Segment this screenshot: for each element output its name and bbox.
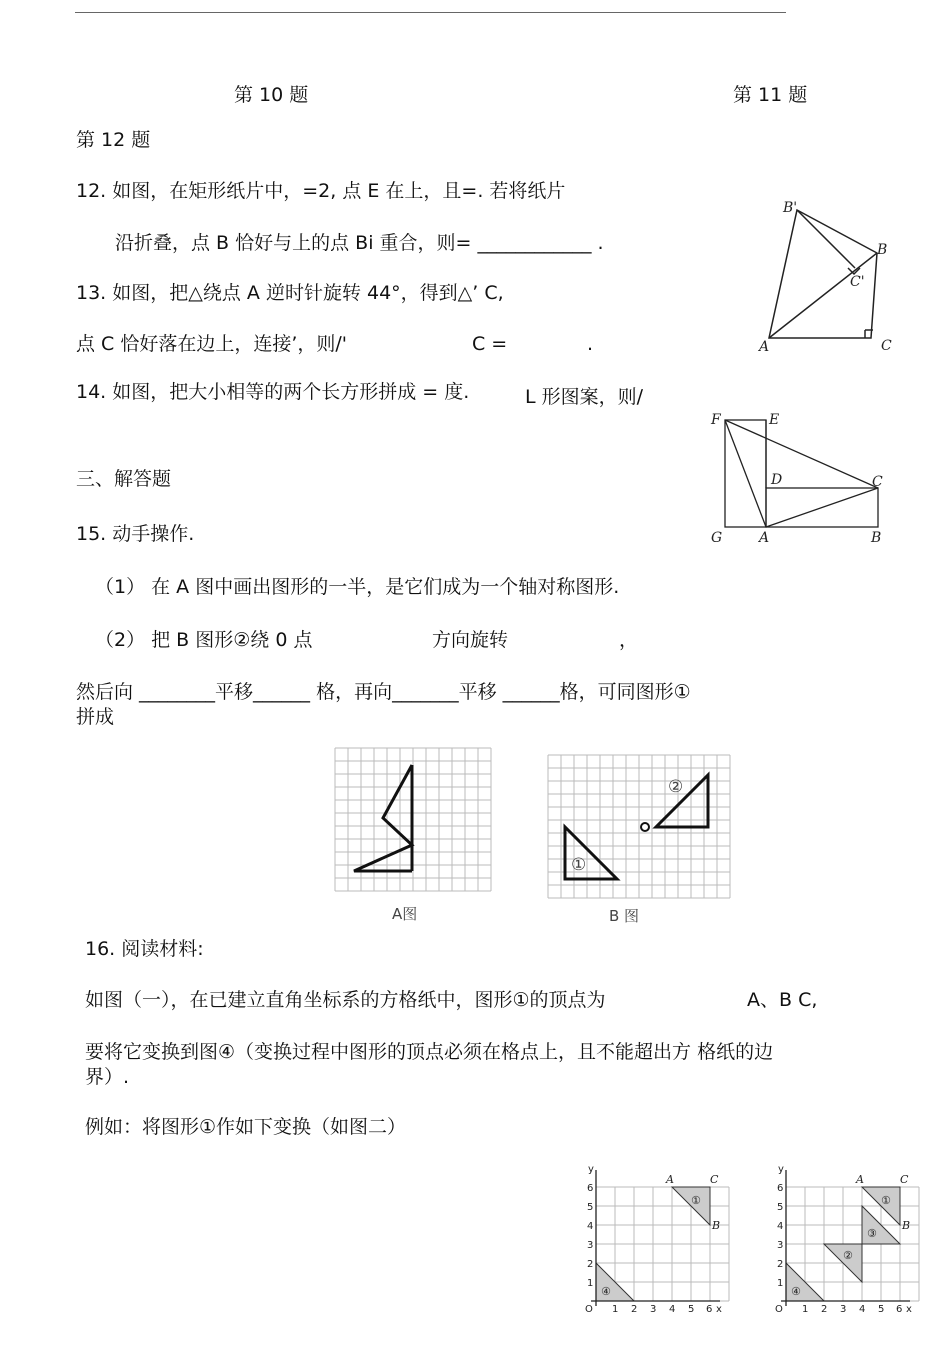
section-title: 三、解答题 xyxy=(76,468,172,490)
q16-line1: 如图（一），在已建立直角坐标系的方格纸中，图形①的顶点为 xyxy=(85,989,606,1011)
q11-label: 第 11 题 xyxy=(733,84,808,106)
grid-a-shape xyxy=(354,765,412,871)
q13-c: C = xyxy=(472,333,508,355)
y-tick: 3 xyxy=(587,1240,594,1251)
q14-part2: L 形图案，则∕ xyxy=(525,386,644,408)
origin-label: O xyxy=(775,1304,783,1315)
x-tick: 4 xyxy=(669,1304,676,1315)
q15-item2a: （2） 把 B 图形②绕 0 点 xyxy=(95,629,313,651)
q13-dot: . xyxy=(587,333,594,355)
y-tick: 5 xyxy=(587,1202,594,1213)
label-e: E xyxy=(769,412,780,428)
label-g: G xyxy=(711,530,723,546)
x-axis-label: x xyxy=(906,1304,912,1315)
q12-line2: 沿折叠，点 B 恰好与上的点 Bi 重合，则= ____________ . xyxy=(115,232,604,254)
origin-label: O xyxy=(585,1304,593,1315)
shape-2-label: ② xyxy=(668,777,684,797)
x-tick: 3 xyxy=(650,1304,657,1315)
q13-line1: 13. 如图，把△绕点 A 逆时针旋转 44°，得到△’ C, xyxy=(76,282,504,304)
label-f: F xyxy=(711,412,721,428)
y-axis-label: y xyxy=(778,1164,784,1175)
y-axis-label: y xyxy=(588,1164,594,1175)
x-tick: 5 xyxy=(878,1304,885,1315)
y-tick: 5 xyxy=(777,1202,784,1213)
q15-item2c: ， xyxy=(619,629,639,651)
coord-figure-2 xyxy=(768,1162,918,1322)
y-tick: 6 xyxy=(777,1183,784,1194)
x-axis-label: x xyxy=(716,1304,722,1315)
label-b: B xyxy=(877,242,888,258)
q13-line2: 点 C 恰好落在边上，连接’，则∕' xyxy=(76,333,348,355)
q16-line1b: A、B C, xyxy=(747,989,818,1011)
label-a: A xyxy=(666,1173,674,1186)
q16-line2: 要将它变换到图④（变换过程中图形的顶点必须在格点上，且不能超出方 格纸的边 xyxy=(85,1041,774,1063)
x-tick: 3 xyxy=(840,1304,847,1315)
label-a: A xyxy=(759,339,770,355)
tri-4-label: ④ xyxy=(601,1285,611,1298)
x-tick: 6 xyxy=(706,1304,713,1315)
q15-title: 15. 动手操作. xyxy=(76,523,195,545)
shape-1-label: ① xyxy=(571,855,587,875)
tri-1-label: ① xyxy=(691,1194,701,1207)
label-d: D xyxy=(771,472,783,488)
y-tick: 1 xyxy=(777,1278,784,1289)
x-tick: 1 xyxy=(802,1304,809,1315)
q16-line4: 例如：将图形①作如下变换（如图二） xyxy=(85,1116,407,1138)
q10-label: 第 10 题 xyxy=(234,84,309,106)
label-a: A xyxy=(759,530,770,546)
x-tick: 4 xyxy=(859,1304,866,1315)
tri-1-label: ① xyxy=(881,1194,891,1207)
y-tick: 4 xyxy=(777,1221,784,1232)
x-tick: 1 xyxy=(612,1304,619,1315)
label-c: C xyxy=(710,1173,719,1186)
label-b: B xyxy=(902,1219,911,1232)
label-b: B xyxy=(871,530,882,546)
tri-4-label: ④ xyxy=(791,1285,801,1298)
y-tick: 1 xyxy=(587,1278,594,1289)
y-tick: 2 xyxy=(777,1259,784,1270)
x-tick: 6 xyxy=(896,1304,903,1315)
q12-line1: 12. 如图，在矩形纸片中，=2, 点 E 在上，且=. 若将纸片 xyxy=(76,180,566,202)
tri-2-label: ② xyxy=(843,1249,853,1262)
q15-line3: 然后向 ________平移______ 格，再向_______平移 ______格，可同图形① xyxy=(76,681,691,703)
x-tick: 2 xyxy=(631,1304,638,1315)
figure-12 xyxy=(705,408,895,548)
q16-title: 16. 阅读材料: xyxy=(85,938,204,960)
x-tick: 2 xyxy=(821,1304,828,1315)
q12-label: 第 12 题 xyxy=(76,129,151,151)
q15-line4: 拼成 xyxy=(76,706,115,728)
y-tick: 4 xyxy=(587,1221,594,1232)
label-a: A xyxy=(856,1173,864,1186)
q15-item2b: 方向旋转 xyxy=(432,629,509,651)
q16-line3: 界）. xyxy=(85,1066,130,1088)
tri-3-label: ③ xyxy=(867,1227,877,1240)
grid-b-caption: B 图 xyxy=(609,907,640,925)
label-c-prime: C' xyxy=(850,274,865,290)
y-tick: 6 xyxy=(587,1183,594,1194)
q14-part1: 14. 如图，把大小相等的两个长方形拼成 = 度. xyxy=(76,381,470,403)
y-tick: 3 xyxy=(777,1240,784,1251)
grid-a-figure xyxy=(334,747,494,932)
y-tick: 2 xyxy=(587,1259,594,1270)
label-c: C xyxy=(881,338,892,354)
point-o xyxy=(641,823,649,831)
grid-a-caption: A图 xyxy=(392,905,418,923)
top-rule xyxy=(75,12,786,13)
label-b: B xyxy=(712,1219,721,1232)
label-c: C xyxy=(872,474,883,490)
x-tick: 5 xyxy=(688,1304,695,1315)
label-c: C xyxy=(900,1173,909,1186)
coord-figure-1 xyxy=(578,1162,728,1322)
grid-b-figure xyxy=(547,754,729,929)
q15-item1: （1） 在 A 图中画出图形的一半，是它们成为一个轴对称图形. xyxy=(95,576,620,598)
figure-11 xyxy=(755,198,905,358)
label-b-prime: B' xyxy=(783,200,798,216)
